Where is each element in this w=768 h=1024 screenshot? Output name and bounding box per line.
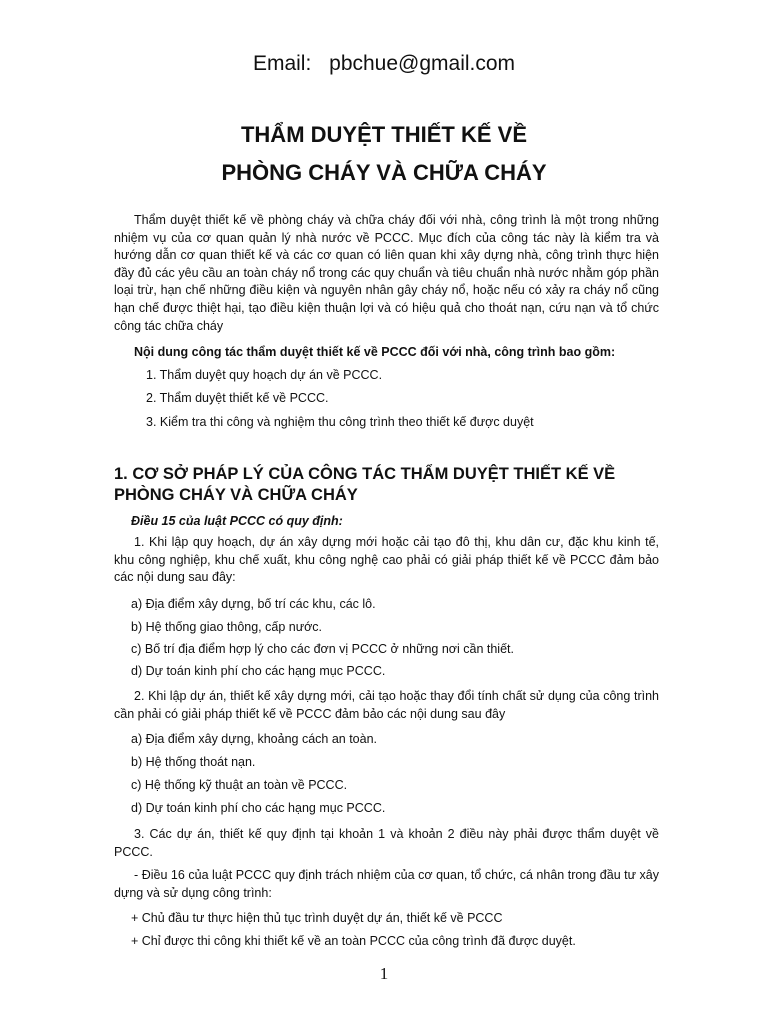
email-address[interactable]: pbchue@gmail.com [329, 52, 516, 75]
article-16-item: + Chủ đầu tư thực hiện thủ tục trình duyệt dự án, thiết kế về PCCC [131, 911, 503, 925]
clause-3: 3. Các dự án, thiết kế quy định tại khoản 1 và khoản 2 điều này phải được thẩm duyệt về PCCC. [114, 827, 659, 859]
law-reference: Điều 15 của luật PCCC có quy định: [131, 514, 343, 528]
clause-2: 2. Khi lập dự án, thiết kế xây dựng mới, cải tạo hoặc thay đổi tính chất sử dụng của công trình cần phải có giải pháp thiết kế về PCCC đảm bảo các nội dung sau đây [114, 689, 659, 721]
clause-2-item: c) Hệ thống kỹ thuật an toàn về PCCC. [131, 778, 348, 792]
email-label: Email: [252, 52, 312, 75]
clause-1-item: b) Hệ thống giao thông, cấp nước. [131, 620, 322, 634]
article-16-item: + Chỉ được thi công khi thiết kế về an toàn PCCC của công trình đã được duyệt. [131, 934, 576, 948]
clause-2-item: a) Địa điểm xây dựng, khoảng cách an toàn. [131, 732, 378, 746]
content-item: 3. Kiểm tra thi công và nghiệm thu công trình theo thiết kế được duyệt [146, 415, 534, 429]
clause-1-item: a) Địa điểm xây dựng, bố trí các khu, các lô. [131, 597, 376, 611]
intro-paragraph: Thẩm duyệt thiết kế về phòng cháy và chữa cháy đối với nhà, công trình là một trong những nhiệm vụ của cơ quan quản lý nhà nước về PCCC. Mục đích của công tác này là kiểm tra và hướng dẫn cơ quan thiết kế và các cơ quan có liên quan khi xây dựng nhà, công trình thực hiện đầy đủ các yêu cầu an toàn cháy nổ trong các quy chuẩn và tiêu chuẩn nhà nước nhằm góp phần loại trừ, hạn chế những điều kiện và nguyên nhân gây cháy nổ, hoặc nếu có xảy ra cháy nổ cũng hạn chế được thiệt hại, tạo điều kiện thuận lợi và có hiệu quả cho thoát nạn, cứu nạn và tổ chức công tác chữa cháy [114, 213, 659, 333]
clause-2-item: d) Dự toán kinh phí cho các hạng mục PCCC. [131, 801, 386, 815]
document-title-line-1: THẨM DUYỆT THIẾT KẾ VỀ [240, 122, 527, 147]
section-1-heading: 1. CƠ SỞ PHÁP LÝ CỦA CÔNG TÁC THẨM DUYỆT THIẾT KẾ VỀ PHÒNG CHÁY VÀ CHỮA CHÁY [114, 465, 616, 504]
article-16: - Điều 16 của luật PCCC quy định trách nhiệm của cơ quan, tổ chức, cá nhân trong đầu tư xây dựng và sử dụng công trình: [114, 868, 659, 900]
clause-2-item: b) Hệ thống thoát nạn. [131, 755, 256, 769]
clause-1: 1. Khi lập quy hoạch, dự án xây dựng mới hoặc cải tạo đô thị, khu dân cư, đặc khu kinh tế, khu công nghiệp, khu chế xuất, khu công nghệ cao phải có giải pháp thiết kế về PCCC đảm bảo các nội dung sau đây: [114, 535, 659, 585]
content-item: 2. Thẩm duyệt thiết kế về PCCC. [146, 391, 329, 405]
document-title-line-2: PHÒNG CHÁY VÀ CHỮA CHÁY [221, 160, 547, 185]
clause-1-item: d) Dự toán kinh phí cho các hạng mục PCCC. [131, 664, 386, 678]
clause-1-item: c) Bố trí địa điểm hợp lý cho các đơn vị PCCC ở những nơi cần thiết. [131, 642, 514, 656]
page-number: 1 [379, 964, 389, 983]
email-header [0, 52, 768, 76]
content-heading: Nội dung công tác thẩm duyệt thiết kế về PCCC đối với nhà, công trình bao gồm: [134, 345, 616, 359]
content-item: 1. Thẩm duyệt quy hoạch dự án về PCCC. [146, 368, 383, 382]
